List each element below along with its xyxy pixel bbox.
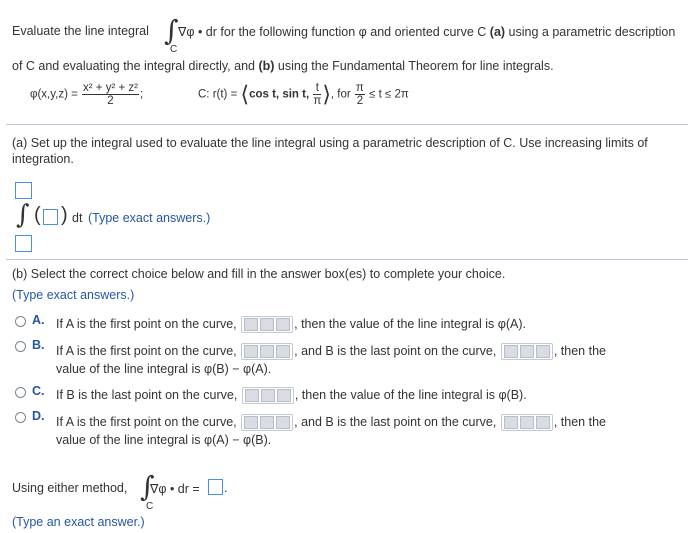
integrand-right-paren: ) [61, 204, 68, 226]
option-c-radio[interactable] [15, 387, 26, 398]
upper-limit-input[interactable] [15, 182, 32, 199]
integral-sign-icon: ∫ [16, 200, 30, 230]
integrand-left-paren: ( [34, 204, 41, 226]
option-c-text [56, 387, 527, 404]
final-hint: (Type an exact answer.) [12, 515, 145, 529]
range-for: , for [330, 88, 351, 101]
option-d-point-b-inputs[interactable] [501, 414, 553, 431]
lower-limit-input[interactable] [15, 235, 32, 252]
option-b-letter: B. [32, 338, 45, 352]
pi-over-2 [355, 82, 365, 107]
range-tail: ≤ t ≤ 2π [369, 88, 409, 101]
integral-subscript-c: C [170, 44, 178, 55]
integral-sign-icon: ∫ [164, 14, 179, 47]
part-a-question: (a) Set up the integral used to evaluate the line integral using a parametric description of C. Use increasing limits of integration. [12, 136, 648, 166]
t-over-pi [313, 82, 321, 107]
option-b-line-2: value of the line integral is φ(B) − φ(A). [56, 362, 272, 376]
curve-definition: C: r(t) = ⟨cos t, sin t, $\frac{t}{\pi}$ ⟩, for $\frac{\pi}{2}$ ≤ t ≤ 2π [198, 81, 409, 107]
option-c-point-inputs[interactable] [242, 387, 294, 404]
option-d-letter: D. [32, 409, 45, 423]
option-c-text-2: , then the value of the line integral is φ(B). [294, 387, 527, 402]
final-nabla-phi-dr: ∇φ • dr = [150, 482, 200, 496]
part-b-label: (b) [258, 59, 275, 73]
separator-2 [6, 259, 688, 260]
nabla-phi-dr: ∇φ • dr [178, 25, 217, 39]
dt-label: dt [72, 211, 83, 225]
option-b-point-a-inputs[interactable] [241, 343, 293, 360]
option-d-line-2: value of the line integral is φ(A) − φ(B). [56, 433, 272, 447]
final-prefix: Using either method, [12, 481, 128, 495]
phi-lhs: φ(x,y,z) = [30, 88, 78, 101]
curve-components: cos t, sin t, [249, 88, 310, 101]
intro-line-1b [178, 24, 675, 39]
phi-denominator: 2 [107, 95, 114, 107]
final-answer-input[interactable] [208, 479, 223, 495]
option-b-radio[interactable] [15, 341, 26, 352]
part-b-hint: (Type exact answers.) [12, 288, 135, 302]
option-d-point-a-inputs[interactable] [241, 414, 293, 431]
option-b-point-b-inputs[interactable] [501, 343, 553, 360]
option-a-text [56, 316, 526, 333]
option-b-text [56, 343, 606, 360]
integrand-input[interactable] [43, 209, 58, 225]
option-b-text-1: If A is the first point on the curve, [56, 343, 237, 358]
phi-fraction [82, 82, 139, 107]
option-a-letter: A. [32, 313, 45, 327]
option-d-text-1: If A is the first point on the curve, [56, 414, 237, 429]
phi-definition [30, 82, 143, 107]
option-a-text-1: If A is the first point on the curve, [56, 316, 237, 331]
curve-lhs: C: r(t) = [198, 88, 238, 101]
option-d-radio[interactable] [15, 412, 26, 423]
option-d-text-2: , and B is the last point on the curve, [294, 414, 497, 429]
option-c-letter: C. [32, 384, 45, 398]
part-a-label: (a) [489, 25, 506, 39]
option-a-radio[interactable] [15, 316, 26, 327]
part-b-question: (b) Select the correct choice below and fill in the answer box(es) to complete your choice. [12, 267, 506, 281]
pi-denominator: π [313, 95, 322, 107]
intro-text-5: using the Fundamental Theorem for line integrals. [277, 59, 554, 73]
option-d-text [56, 414, 606, 431]
intro-line-2 [12, 59, 554, 73]
option-a-point-inputs[interactable] [241, 316, 293, 333]
integral-sign-icon: ∫ [140, 470, 155, 503]
part-a-hint: (Type exact answers.) [88, 211, 211, 225]
t-numerator: t [313, 82, 321, 95]
range-two: 2 [356, 95, 364, 107]
separator-1 [6, 124, 688, 125]
option-d-text-3: , then the [553, 414, 606, 429]
phi-semicolon: ; [139, 88, 144, 101]
option-a-text-2: , then the value of the line integral is φ(A). [294, 316, 526, 331]
intro-line-1 [12, 24, 149, 38]
intro-text-3: using a parametric description [508, 25, 676, 39]
final-subscript-c: C [146, 501, 154, 512]
intro-text-1: Evaluate the line integral [12, 24, 149, 38]
intro-text-2: for the following function φ and oriented curve C [220, 25, 487, 39]
option-b-text-2: , and B is the last point on the curve, [294, 343, 497, 358]
option-c-text-1: If B is the last point on the curve, [56, 387, 238, 402]
intro-text-4: of C and evaluating the integral directly, and [12, 59, 255, 73]
final-period: . [224, 481, 228, 495]
option-b-text-3: , then the [553, 343, 606, 358]
range-pi: π [355, 82, 364, 94]
phi-numerator: x² + y² + z² [83, 82, 138, 94]
